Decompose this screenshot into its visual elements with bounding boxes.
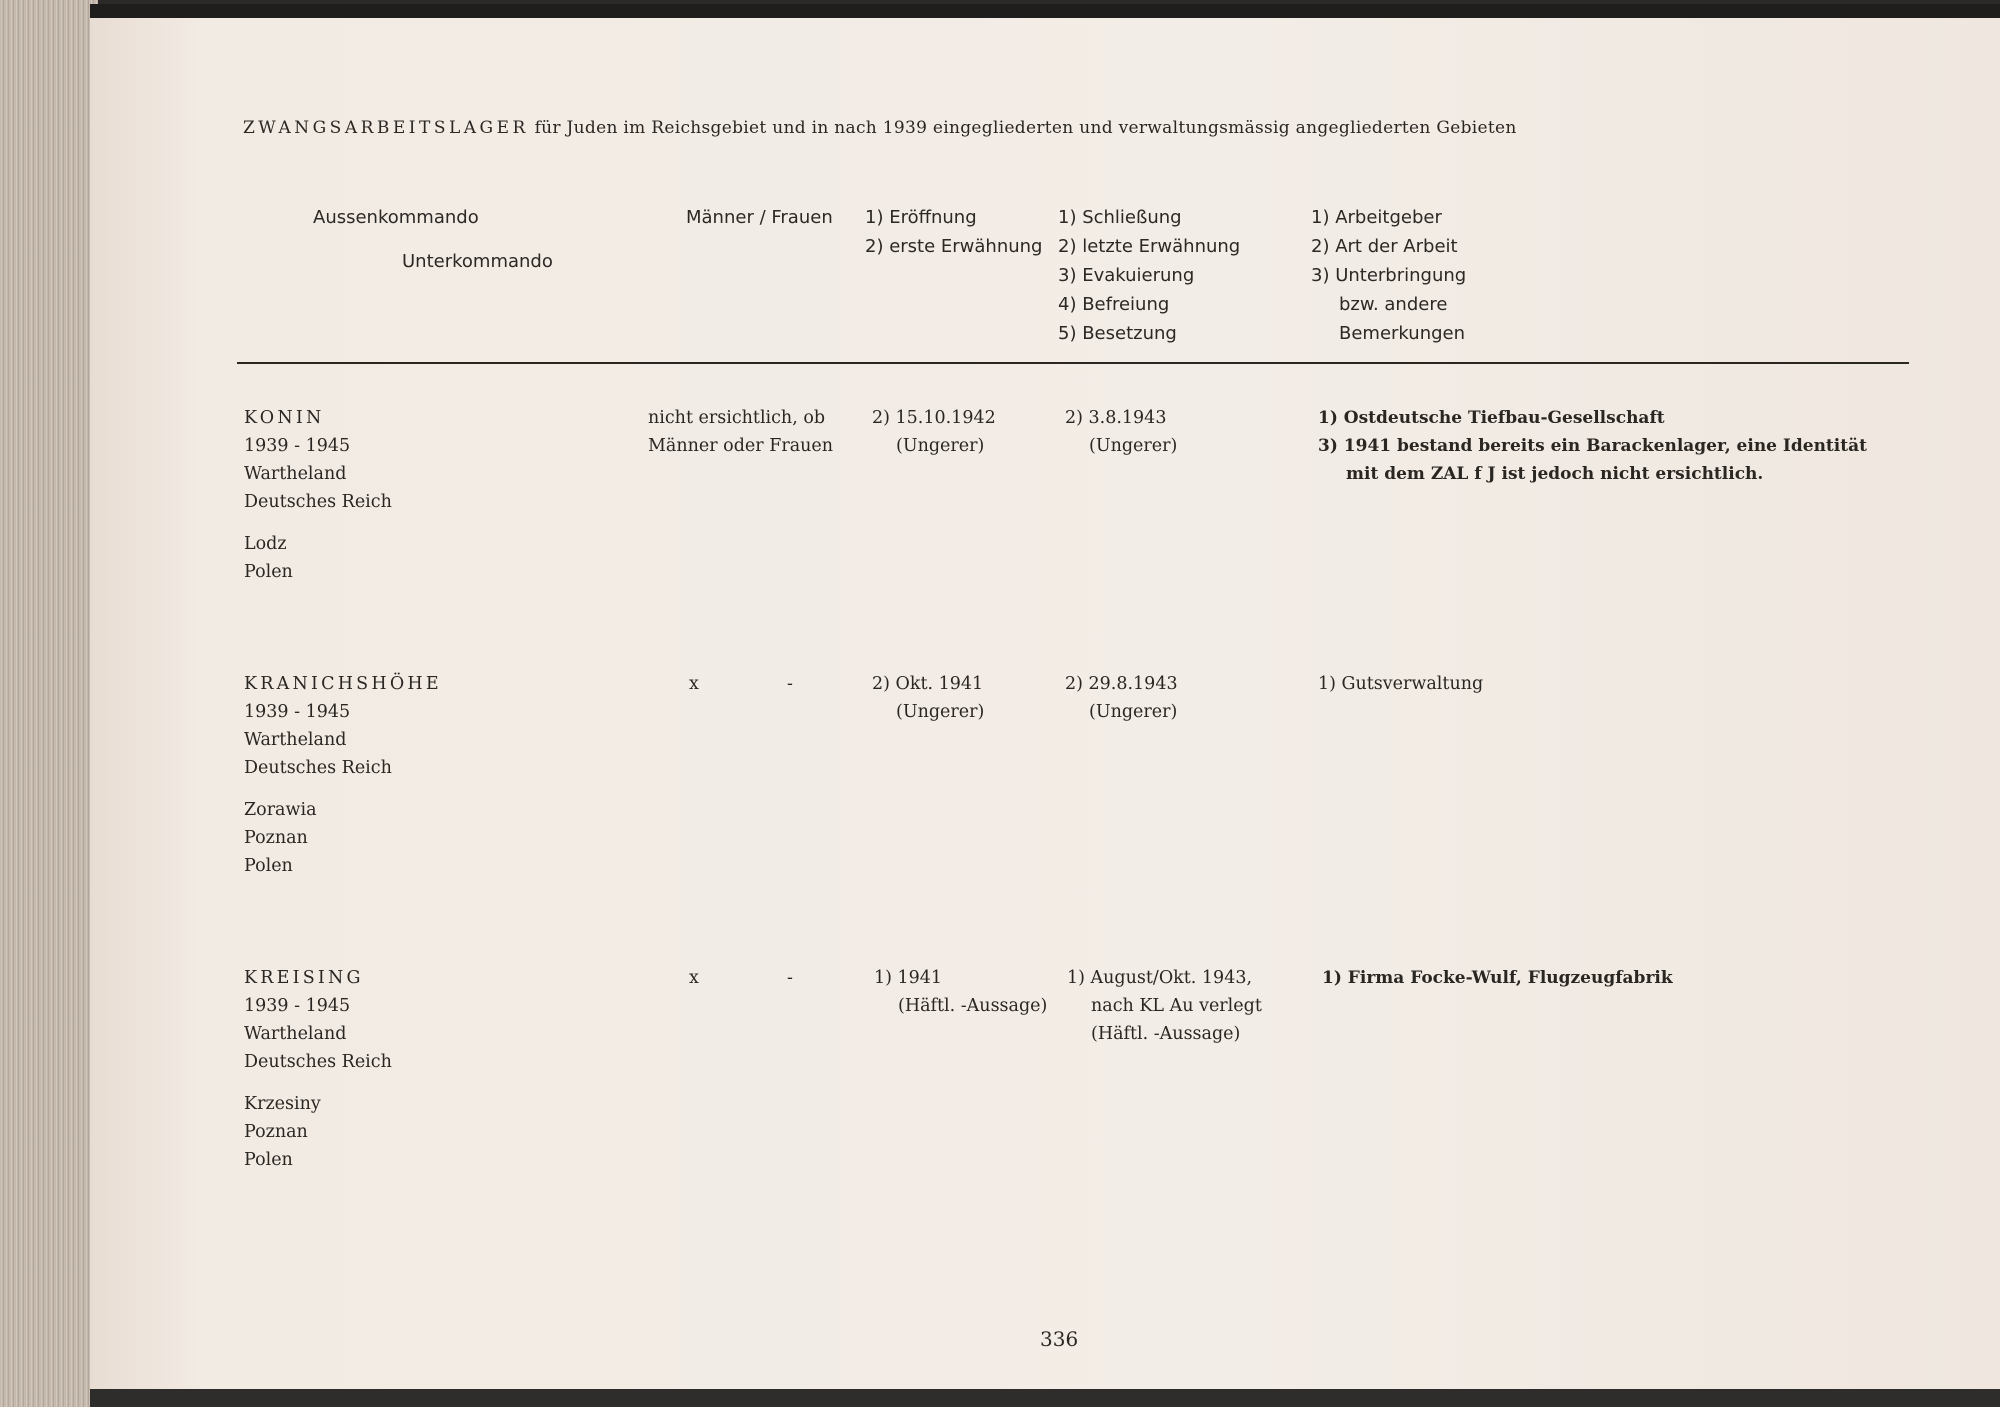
remark-line: 1) Gutsverwaltung: [1318, 674, 1484, 694]
row-kreising-schliessung: [1067, 964, 1262, 1048]
header-aussenkommando: Aussenkommando: [313, 207, 479, 228]
row-kranichshoehe-frauen: -: [787, 674, 793, 694]
open-line: (Ungerer): [896, 702, 985, 722]
camp-region: Wartheland: [244, 730, 347, 750]
document-title: [243, 118, 1517, 138]
camp-years: 1939 - 1945: [244, 996, 351, 1016]
camp-region: Wartheland: [244, 464, 347, 484]
close-line: nach KL Au verlegt: [1091, 996, 1262, 1016]
row-kranichshoehe-maenner: x: [689, 674, 699, 694]
header-eroeffnung: [865, 203, 1043, 261]
header-arbeitgeber-line: 1) Arbeitgeber: [1311, 207, 1442, 228]
camp-name: KRANICHSHÖHE: [244, 674, 442, 694]
header-maenner-frauen: Männer / Frauen: [686, 207, 833, 228]
sub-location: Poznan: [244, 1122, 308, 1142]
camp-years: 1939 - 1945: [244, 702, 351, 722]
open-line: 2) Okt. 1941: [872, 674, 984, 694]
close-line: (Häftl. -Aussage): [1091, 1024, 1241, 1044]
row-konin-remarks: [1318, 404, 1867, 488]
row-kreising-location: [244, 964, 392, 1174]
header-schliessung-line: 4) Befreiung: [1058, 294, 1170, 315]
header-schliessung-line: 1) Schließung: [1058, 207, 1182, 228]
page-number: 336: [1040, 1327, 1079, 1351]
sub-location: Polen: [244, 856, 293, 876]
close-line: 2) 3.8.1943: [1065, 408, 1167, 428]
row-kranichshoehe-schliessung: [1065, 670, 1178, 726]
header-eroeffnung-line: 2) erste Erwähnung: [865, 236, 1043, 257]
header-schliessung: [1058, 203, 1240, 348]
row-konin-location: [244, 404, 392, 586]
header-rule: [237, 362, 1909, 364]
header-schliessung-line: 5) Besetzung: [1058, 323, 1177, 344]
header-unterkommando: Unterkommando: [402, 251, 553, 272]
close-line: (Ungerer): [1089, 702, 1178, 722]
scan-bottom-border: [90, 1389, 2000, 1407]
header-arbeitgeber: [1311, 203, 1466, 348]
camp-name: KREISING: [244, 968, 364, 988]
row-konin-maenner-frauen: [648, 404, 833, 460]
row-kreising-eroeffnung: [874, 964, 1047, 1020]
close-line: (Ungerer): [1089, 436, 1178, 456]
title-rest: für Juden im Reichsgebiet und in nach 1939 eingegliederten und verwaltungsmässig angegliederten Gebieten: [528, 118, 1517, 138]
header-schliessung-line: 3) Evakuierung: [1058, 265, 1195, 286]
row-kreising-maenner: x: [689, 968, 699, 988]
camp-country: Deutsches Reich: [244, 1052, 392, 1072]
open-line: (Ungerer): [896, 436, 985, 456]
sub-location: Polen: [244, 562, 293, 582]
row-konin-eroeffnung: [872, 404, 996, 460]
header-eroeffnung-line: 1) Eröffnung: [865, 207, 977, 228]
header-arbeitgeber-line: bzw. andere: [1339, 294, 1448, 315]
row-kreising-remarks: [1322, 964, 1673, 992]
mf-line: Männer oder Frauen: [648, 436, 834, 456]
camp-region: Wartheland: [244, 1024, 347, 1044]
row-kranichshoehe-eroeffnung: [872, 670, 984, 726]
close-line: 1) August/Okt. 1943,: [1067, 968, 1253, 988]
row-kranichshoehe-remarks: [1318, 670, 1483, 698]
header-arbeitgeber-line: Bemerkungen: [1339, 323, 1466, 344]
open-line: (Häftl. -Aussage): [898, 996, 1048, 1016]
camp-country: Deutsches Reich: [244, 492, 392, 512]
sub-location: Lodz: [244, 534, 287, 554]
remark-line: 1) Ostdeutsche Tiefbau-Gesellschaft: [1318, 408, 1665, 428]
camp-years: 1939 - 1945: [244, 436, 351, 456]
remark-line: 1) Firma Focke-Wulf, Flugzeugfabrik: [1322, 968, 1673, 988]
book-page-edges: [0, 0, 98, 1407]
open-line: 1) 1941: [874, 968, 943, 988]
camp-country: Deutsches Reich: [244, 758, 392, 778]
sub-location: Krzesiny: [244, 1094, 321, 1114]
header-schliessung-line: 2) letzte Erwähnung: [1058, 236, 1241, 257]
close-line: 2) 29.8.1943: [1065, 674, 1178, 694]
remark-line: mit dem ZAL f J ist jedoch nicht ersichtlich.: [1346, 464, 1764, 484]
sub-location: Poznan: [244, 828, 308, 848]
sub-location: Polen: [244, 1150, 293, 1170]
camp-name: KONIN: [244, 408, 325, 428]
mf-line: nicht ersichtlich, ob: [648, 408, 826, 428]
header-arbeitgeber-line: 3) Unterbringung: [1311, 265, 1467, 286]
row-kreising-frauen: -: [787, 968, 793, 988]
row-konin-schliessung: [1065, 404, 1177, 460]
remark-line: 3) 1941 bestand bereits ein Barackenlager, eine Identität: [1318, 436, 1867, 456]
open-line: 2) 15.10.1942: [872, 408, 996, 428]
sub-location: Zorawia: [244, 800, 317, 820]
row-kranichshoehe-location: [244, 670, 442, 880]
title-spaced: ZWANGSARBEITSLAGER: [243, 118, 529, 138]
header-arbeitgeber-line: 2) Art der Arbeit: [1311, 236, 1458, 257]
